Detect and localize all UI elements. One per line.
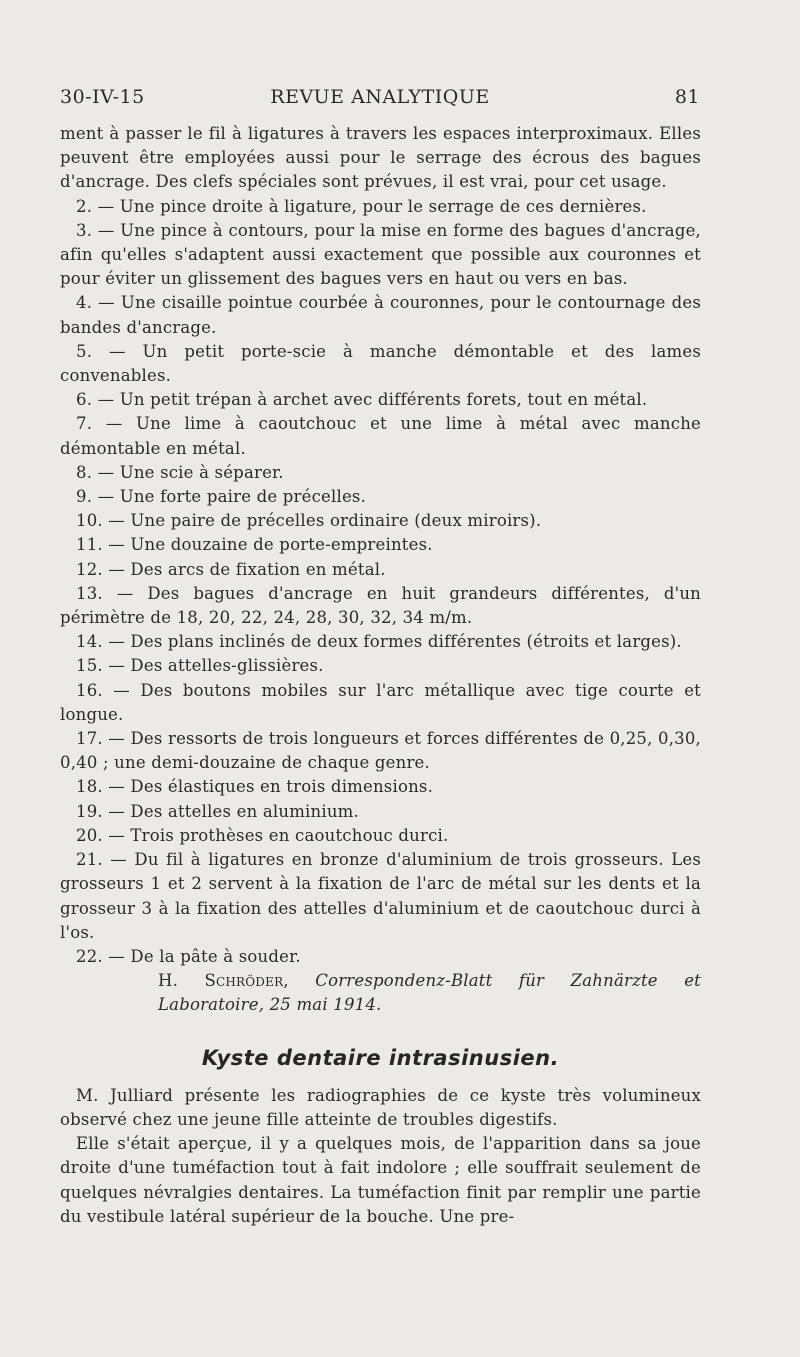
issue-date: 30-IV-15 — [60, 86, 145, 108]
journal-title: REVUE ANALYTIQUE — [270, 86, 490, 108]
section-paragraph: M. Julliard présente les radiographies de ce kyste très volumineux observé chez une jeune fille atteinte de troubles digestifs. — [60, 1085, 701, 1129]
list-item-11: 11. — Une douzaine de porte-empreintes. — [76, 535, 433, 555]
citation-date: 25 mai 1914. — [269, 995, 382, 1015]
list-item-20: 20. — Trois prothèses en caoutchouc durci. — [76, 825, 449, 845]
list-item-2: 2. — Une pince droite à ligature, pour le serrage de ces dernières. — [76, 196, 647, 216]
section-paragraph: Elle s'était aperçue, il y a quelques mois, de l'apparition dans sa joue droite d'une tuméfaction tout à fait indolore ; elle souffrait seulement de quelques névralgies dentaires. La tuméfaction finit par remplir une partie du vestibule latéral supérieur de la bouche. Une pre- — [60, 1134, 701, 1226]
running-header — [60, 86, 700, 112]
list-item-18: 18. — Des élastiques en trois dimensions. — [76, 777, 434, 797]
list-item-7: 7. — Une lime à caoutchouc et une lime à métal avec manche démontable en métal. — [60, 414, 701, 458]
list-item-6: 6. — Un petit trépan à archet avec différents forets, tout en métal. — [76, 390, 648, 410]
list-item-19: 19. — Des attelles en aluminium. — [76, 801, 359, 821]
article-body — [60, 122, 701, 1229]
list-item-21: 21. — Du fil à ligatures en bronze d'aluminium de trois grosseurs. Les grosseurs 1 et 2 servent à la fixation de l'arc de métal sur les dents et la grosseur 3 à la fixation des attelles d'aluminium et de caoutchouc durci à l'os. — [60, 850, 701, 942]
paragraph-continuation: ment à passer le fil à ligatures à travers les espaces interproximaux. Elles peuvent être employées aussi pour le serrage des écrous des bagues d'ancrage. Des clefs spéciales sont prévues, il est vrai, pour cet usage. — [60, 124, 701, 192]
list-item-14: 14. — Des plans inclinés de deux formes différentes (étroits et larges). — [76, 632, 682, 652]
list-item-9: 9. — Une forte paire de précelles. — [76, 487, 367, 507]
list-item-13: 13. — Des bagues d'ancrage en huit grandeurs différentes, d'un périmètre de 18, 20, 22, 24, 28, 30, 32, 34 m/m. — [60, 583, 701, 628]
list-item-3: 3. — Une pince à contours, pour la mise en forme des bagues d'ancrage, afin qu'elles s'adaptent aussi exactement que possible aux couronnes et pour éviter un glissement des bagues vers en haut ou vers en bas. — [60, 220, 701, 289]
list-item-12: 12. — Des arcs de fixation en métal. — [76, 559, 386, 579]
source-citation — [60, 969, 701, 1017]
list-item-17: 17. — Des ressorts de trois longueurs et forces différentes de 0,25, 0,30, 0,40 ; une demi-douzaine de chaque genre. — [60, 729, 701, 773]
page-number: 81 — [674, 86, 700, 108]
list-item-8: 8. — Une scie à séparer. — [76, 462, 284, 482]
list-item-10: 10. — Une paire de précelles ordinaire (deux miroirs). — [76, 511, 542, 531]
section-heading: Kyste dentaire intrasinusien. — [201, 1045, 560, 1070]
list-item-15: 15. — Des attelles-glissières. — [76, 656, 324, 676]
list-item-5: 5. — Un petit porte-scie à manche démontable et des lames convenables. — [60, 341, 701, 386]
list-item-4: 4. — Une cisaille pointue courbée à couronnes, pour le contournage des bandes d'ancrage. — [60, 293, 701, 337]
list-item-22: 22. — De la pâte à souder. — [76, 946, 301, 966]
citation-journal: Correspondenz-Blatt für Zahnärzte et Laboratoire, — [158, 971, 702, 1015]
list-item-16: 16. — Des boutons mobiles sur l'arc métallique avec tige courte et longue. — [60, 680, 701, 724]
citation-author: H. Schröder, — [158, 971, 289, 991]
